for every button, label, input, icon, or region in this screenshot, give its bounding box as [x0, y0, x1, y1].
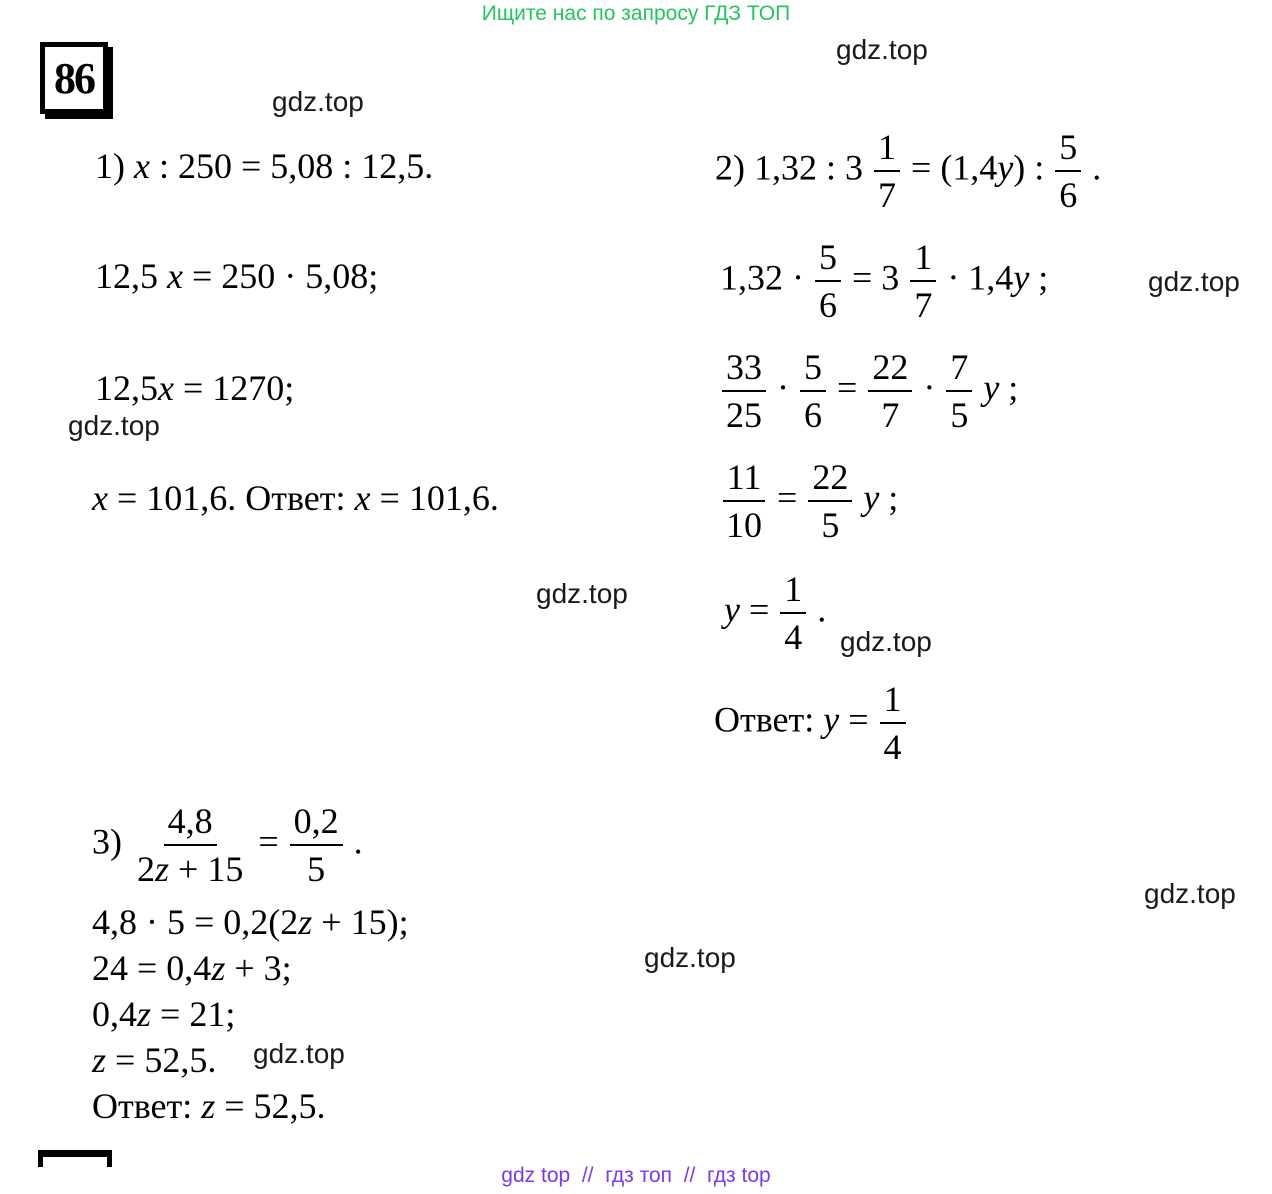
part2-line3 — [720, 344, 1018, 438]
part3-label: 3) — [92, 821, 122, 862]
part1-line2 — [95, 256, 378, 296]
denominator: 4 — [784, 617, 803, 657]
denominator: 25 — [726, 395, 762, 435]
numerator: 0,2 — [290, 798, 343, 846]
numerator: 11 — [723, 454, 766, 502]
expression-text: ) : — [1013, 147, 1045, 188]
task-number-box — [40, 42, 108, 114]
part2-line5 — [724, 566, 826, 660]
numerator: 5 — [815, 234, 841, 282]
top-banner: Ищите нас по запросу ГДЗ ТОП — [481, 2, 791, 25]
denominator: 6 — [804, 395, 822, 435]
variable: z — [211, 948, 226, 988]
part2-line2 — [720, 234, 1048, 328]
footer-links: gdz top // гдз топ // гдз top — [501, 1164, 771, 1187]
expression-text: = 52,5. — [106, 1040, 217, 1080]
denominator: 7 — [881, 395, 900, 435]
denominator: 7 — [878, 175, 897, 215]
watermark: gdz.top — [836, 34, 928, 65]
watermark: gdz.top — [1144, 878, 1236, 909]
fraction — [946, 344, 972, 438]
fraction — [880, 676, 906, 770]
denominator-part: 2 — [137, 849, 155, 889]
variable: x — [134, 146, 150, 186]
part1-label: 1) — [95, 146, 125, 186]
part3-line3 — [92, 948, 292, 988]
numerator: 22 — [808, 454, 852, 502]
watermark: gdz.top — [253, 1038, 345, 1069]
fraction — [722, 454, 766, 548]
expression-text: · — [777, 367, 789, 408]
variable: y — [983, 367, 1000, 408]
expression-text: = 1270; — [173, 368, 295, 408]
part3-line5 — [92, 1040, 216, 1080]
expression-text: · 1,4 — [947, 257, 1014, 298]
fraction — [808, 454, 852, 548]
variable: x — [167, 256, 183, 296]
numerator: 1 — [910, 234, 936, 282]
variable: y — [863, 477, 880, 518]
numerator: 4,8 — [164, 798, 217, 846]
expression-text: = — [739, 589, 770, 630]
part1-line3 — [95, 368, 294, 408]
watermark: gdz.top — [644, 942, 736, 973]
part3-line1 — [92, 798, 363, 892]
expression-text: ; — [879, 477, 899, 518]
variable: y — [1013, 257, 1030, 298]
denominator: 7 — [914, 285, 933, 325]
variable: y — [724, 589, 740, 630]
expression-text: . — [817, 589, 827, 630]
expression-text: ; — [999, 367, 1019, 408]
expression-text: = — [777, 477, 798, 518]
expression-text: + 3; — [225, 948, 292, 988]
numerator: 1 — [874, 124, 900, 172]
part1-line1 — [95, 146, 433, 186]
numerator: 5 — [800, 344, 826, 392]
variable: x — [92, 478, 108, 518]
expression-text: 24 = 0,4 — [92, 948, 212, 988]
numerator: 1 — [780, 566, 806, 614]
expression-text: 12,5 — [95, 368, 158, 408]
answer-text: = 52,5. — [215, 1086, 326, 1126]
variable: z — [137, 994, 152, 1034]
fraction — [800, 344, 826, 438]
variable: x — [158, 368, 174, 408]
fraction — [290, 798, 343, 892]
numerator: 5 — [1055, 124, 1081, 172]
expression-text: . — [353, 821, 363, 862]
denominator: 5 — [821, 505, 840, 545]
variable: y — [997, 147, 1014, 188]
variable: z — [92, 1040, 107, 1080]
expression-text: = 250 · 5,08; — [182, 256, 379, 296]
expression-text: . — [1092, 147, 1102, 188]
variable: z — [155, 849, 170, 889]
denominator: 5 — [950, 395, 969, 435]
denominator: 6 — [1059, 175, 1078, 215]
fraction — [133, 798, 247, 892]
task-number: 86 — [54, 53, 94, 103]
expression-text: + 15); — [312, 902, 409, 942]
numerator: 22 — [868, 344, 912, 392]
answer-text: = — [839, 699, 869, 740]
denominator: 4 — [883, 727, 902, 767]
variable: y — [823, 699, 840, 740]
expression-text: = 21; — [151, 994, 236, 1034]
expression-text: : 250 = 5,08 : 12,5. — [149, 146, 434, 186]
expression-text: = 3 — [852, 257, 900, 298]
denominator: 10 — [726, 505, 762, 545]
part1-line4 — [92, 478, 499, 518]
watermark: gdz.top — [536, 578, 628, 609]
numerator: 7 — [946, 344, 972, 392]
answer-text: = 101,6. — [370, 478, 499, 518]
expression-text: = — [837, 367, 858, 408]
fraction — [815, 234, 841, 328]
part2-line4 — [720, 454, 898, 548]
fraction — [868, 344, 912, 438]
answer-text: Ответ: — [714, 699, 824, 740]
watermark: gdz.top — [1148, 266, 1240, 297]
part2-line1 — [715, 124, 1101, 218]
expression-text: · — [923, 367, 936, 408]
expression-text: 4,8 · 5 = 0,2(2 — [92, 902, 299, 942]
expression-text: 1,32 · — [720, 257, 804, 298]
expression-text: = (1,4 — [911, 147, 998, 188]
expression-text: ; — [1029, 257, 1049, 298]
expression-text: = — [258, 821, 279, 862]
expression-text: 1,32 : 3 — [754, 147, 864, 188]
part2-label: 2) — [715, 147, 745, 188]
denominator: 6 — [819, 285, 837, 325]
fraction — [910, 234, 936, 328]
answer-text: = 101,6. Ответ: — [107, 478, 355, 518]
part3-line4 — [92, 994, 235, 1034]
fraction — [1055, 124, 1081, 218]
part3-answer — [92, 1086, 326, 1126]
denominator: 5 — [307, 849, 326, 889]
fraction — [722, 344, 766, 438]
part3-line2 — [92, 902, 409, 942]
variable: z — [201, 1086, 216, 1126]
fraction — [780, 566, 806, 660]
fraction — [874, 124, 900, 218]
answer-text: Ответ: — [92, 1086, 202, 1126]
numerator: 1 — [880, 676, 906, 724]
watermark: gdz.top — [68, 410, 160, 441]
watermark: gdz.top — [272, 86, 364, 117]
watermark: gdz.top — [840, 626, 932, 657]
variable: x — [354, 478, 371, 518]
expression-text: 0,4 — [92, 994, 137, 1034]
denominator — [133, 846, 247, 892]
variable: z — [298, 902, 313, 942]
numerator: 33 — [722, 344, 766, 392]
part2-answer — [714, 676, 908, 770]
expression-text: 12,5 — [95, 256, 167, 296]
denominator-part: + 15 — [169, 849, 244, 889]
